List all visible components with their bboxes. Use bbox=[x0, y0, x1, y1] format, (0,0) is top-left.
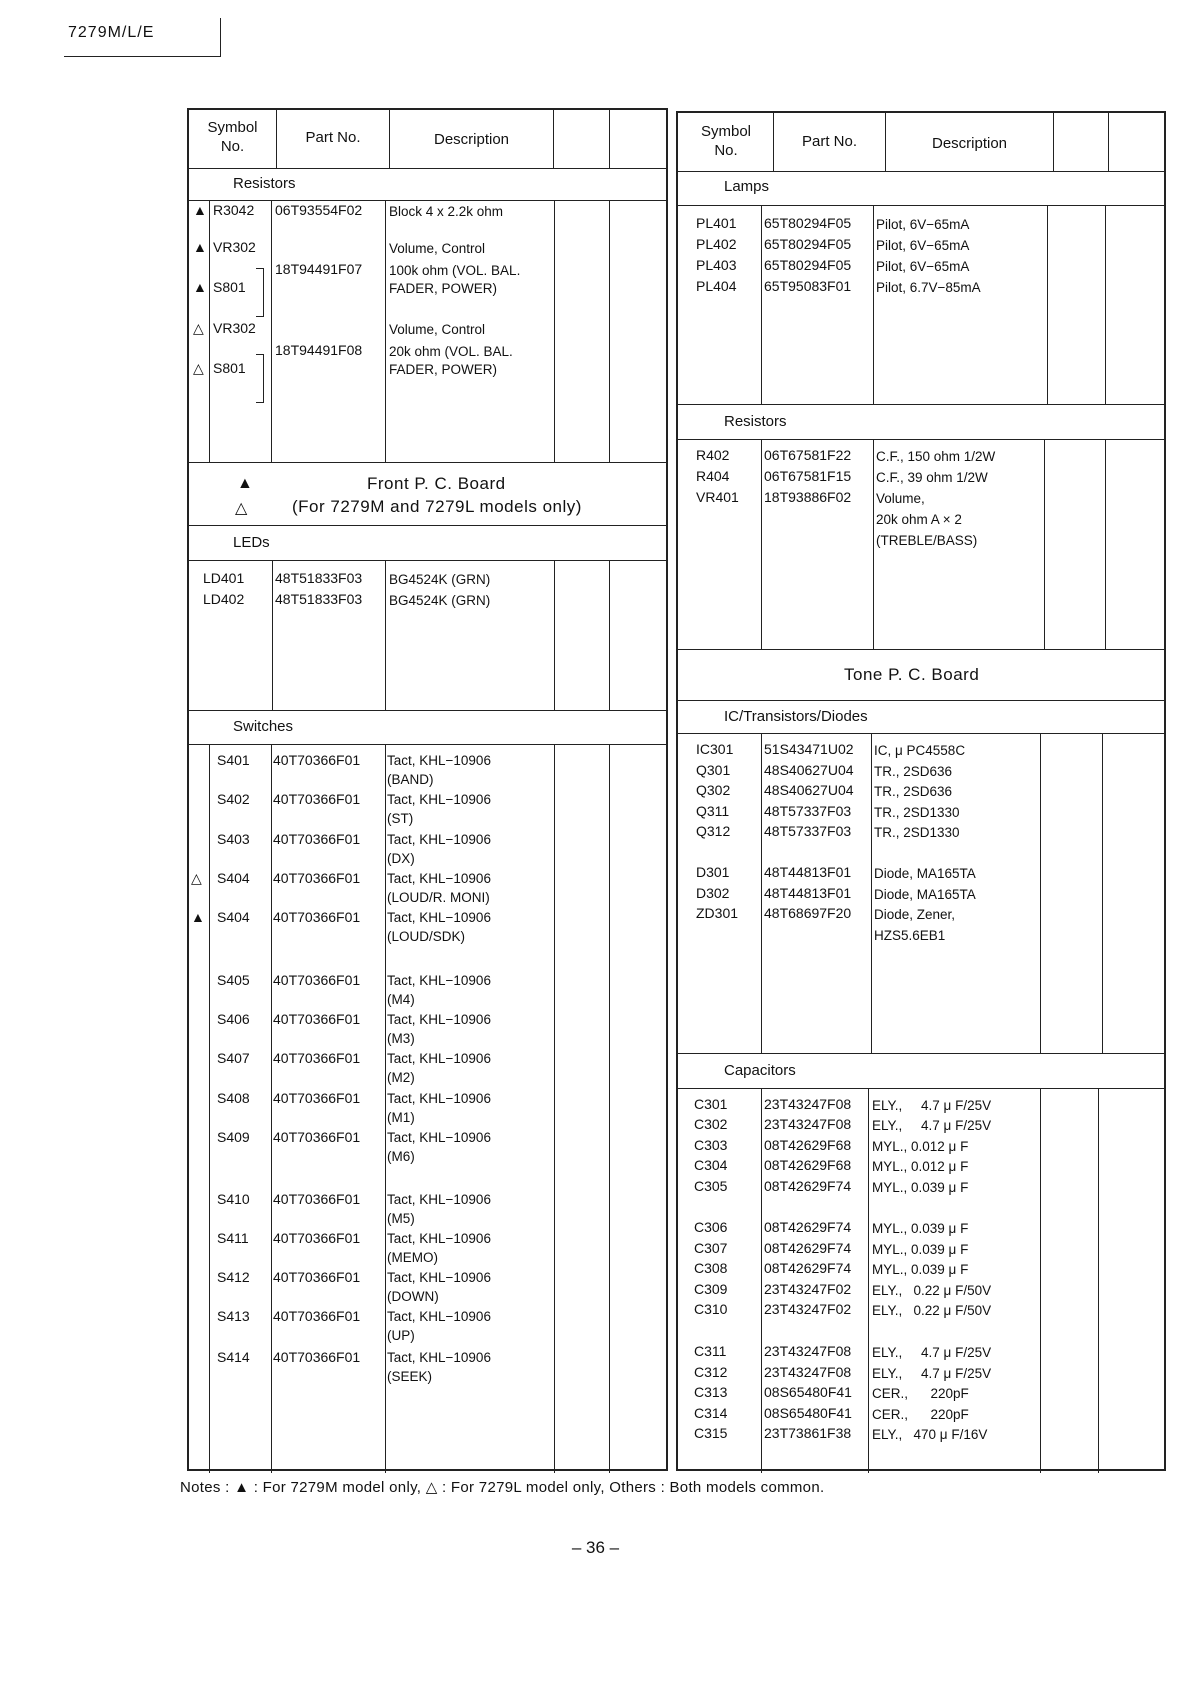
capacitor-symbol: C311 bbox=[694, 1343, 727, 1359]
capacitor-symbol: C314 bbox=[694, 1405, 728, 1421]
part-number: 18T94491F08 bbox=[275, 342, 363, 358]
model-label: 7279M/L/E bbox=[68, 24, 155, 41]
switch-function: (MEMO) bbox=[387, 1250, 438, 1265]
capacitor-description: ELY., 0.22 μ F/50V bbox=[872, 1283, 992, 1298]
switch-function: (ST) bbox=[387, 811, 414, 826]
part-description: FADER, POWER) bbox=[389, 281, 498, 296]
part-symbol: R3042 bbox=[213, 202, 255, 218]
col-part-right: Part No. bbox=[801, 133, 858, 150]
lamp-description: Pilot, 6.7V−85mA bbox=[876, 280, 981, 295]
switch-description: Tact, KHL−10906 bbox=[387, 1051, 491, 1066]
lamp-symbol: PL404 bbox=[696, 278, 737, 294]
switch-description: Tact, KHL−10906 bbox=[387, 1231, 491, 1246]
ic-symbol: ZD301 bbox=[696, 905, 739, 921]
switch-description: Tact, KHL−10906 bbox=[387, 832, 491, 847]
ic-part-number: 48S40627U04 bbox=[764, 782, 854, 798]
resistor-description: Volume, bbox=[876, 491, 925, 506]
capacitor-description: MYL., 0.012 μ F bbox=[872, 1159, 969, 1174]
switch-part-number: 40T70366F01 bbox=[273, 1090, 361, 1106]
lamp-part-number: 65T80294F05 bbox=[764, 215, 852, 231]
capacitor-symbol: C310 bbox=[694, 1301, 728, 1317]
capacitor-description: MYL., 0.039 μ F bbox=[872, 1221, 969, 1236]
part-number: 18T94491F07 bbox=[275, 261, 363, 277]
switch-symbol: S411 bbox=[217, 1230, 249, 1246]
resistor-part-number: 06T67581F15 bbox=[764, 468, 852, 484]
capacitor-part-number: 23T43247F02 bbox=[764, 1281, 852, 1297]
model-mark: ▲ bbox=[191, 909, 205, 925]
section-lamps: Lamps bbox=[724, 178, 770, 195]
capacitor-description: CER., 220pF bbox=[872, 1386, 969, 1401]
switch-description: Tact, KHL−10906 bbox=[387, 753, 491, 768]
resistor-symbol: VR401 bbox=[696, 489, 739, 505]
lamp-part-number: 65T95083F01 bbox=[764, 278, 852, 294]
ic-part-number: 48T44813F01 bbox=[764, 864, 852, 880]
switch-part-number: 40T70366F01 bbox=[273, 1308, 361, 1324]
model-mark: ▲ bbox=[193, 279, 207, 295]
switch-symbol: S414 bbox=[217, 1349, 250, 1365]
ic-description: TR., 2SD636 bbox=[874, 764, 953, 779]
ic-symbol: D301 bbox=[696, 864, 730, 880]
capacitor-symbol: C301 bbox=[694, 1096, 728, 1112]
capacitor-part-number: 08S65480F41 bbox=[764, 1384, 852, 1400]
part-description: 100k ohm (VOL. BAL. bbox=[389, 263, 521, 278]
section-resistors-right: Resistors bbox=[724, 413, 787, 430]
model-mark: ▲ bbox=[193, 239, 207, 255]
ic-description: TR., 2SD1330 bbox=[874, 805, 960, 820]
capacitor-symbol: C306 bbox=[694, 1219, 728, 1235]
led-part-number: 48T51833F03 bbox=[275, 591, 363, 607]
part-symbol: VR302 bbox=[213, 320, 256, 336]
lamp-symbol: PL403 bbox=[696, 257, 737, 273]
switch-description: Tact, KHL−10906 bbox=[387, 910, 491, 925]
resistor-symbol: R404 bbox=[696, 468, 730, 484]
ic-description: IC, μ PC4558C bbox=[874, 743, 966, 758]
ic-symbol: IC301 bbox=[696, 741, 734, 757]
ic-symbol: Q301 bbox=[696, 762, 731, 778]
capacitor-symbol: C309 bbox=[694, 1281, 728, 1297]
page-header bbox=[64, 18, 221, 57]
switch-function: (M1) bbox=[387, 1110, 415, 1125]
ic-symbol: Q311 bbox=[696, 803, 730, 819]
switch-part-number: 40T70366F01 bbox=[273, 791, 361, 807]
switch-function: (LOUD/SDK) bbox=[387, 929, 466, 944]
switch-symbol: S401 bbox=[217, 752, 250, 768]
switch-symbol: S409 bbox=[217, 1129, 250, 1145]
led-symbol: LD401 bbox=[203, 570, 245, 586]
switch-part-number: 40T70366F01 bbox=[273, 909, 361, 925]
switch-description: Tact, KHL−10906 bbox=[387, 1270, 491, 1285]
switch-part-number: 40T70366F01 bbox=[273, 972, 361, 988]
section-capacitors: Capacitors bbox=[724, 1062, 796, 1079]
switch-symbol: S410 bbox=[217, 1191, 250, 1207]
switch-function: (DX) bbox=[387, 851, 415, 866]
capacitor-part-number: 08S65480F41 bbox=[764, 1405, 852, 1421]
ic-description: HZS5.6EB1 bbox=[874, 928, 946, 943]
switch-function: (M6) bbox=[387, 1149, 415, 1164]
switch-function: (M3) bbox=[387, 1031, 415, 1046]
ic-description: Diode, MA165TA bbox=[874, 887, 976, 902]
led-description: BG4524K (GRN) bbox=[389, 572, 491, 587]
capacitor-part-number: 23T43247F08 bbox=[764, 1364, 852, 1380]
lamp-symbol: PL402 bbox=[696, 236, 737, 252]
capacitor-part-number: 23T43247F08 bbox=[764, 1343, 852, 1359]
capacitor-part-number: 08T42629F68 bbox=[764, 1137, 852, 1153]
led-symbol: LD402 bbox=[203, 591, 245, 607]
switch-description: Tact, KHL−10906 bbox=[387, 1012, 491, 1027]
capacitor-description: ELY., 470 μ F/16V bbox=[872, 1427, 988, 1442]
switch-function: (M5) bbox=[387, 1211, 415, 1226]
lamp-description: Pilot, 6V−65mA bbox=[876, 217, 970, 232]
switch-part-number: 40T70366F01 bbox=[273, 1269, 361, 1285]
footnotes: Notes : ▲ : For 7279M model only, △ : For 7279L model only, Others : Both models common. bbox=[180, 1479, 825, 1496]
part-description: FADER, POWER) bbox=[389, 362, 498, 377]
capacitor-description: ELY., 4.7 μ F/25V bbox=[872, 1118, 992, 1133]
col-part: Part No. bbox=[305, 129, 361, 146]
resistor-part-number: 06T67581F22 bbox=[764, 447, 852, 463]
section-ic: IC/Transistors/Diodes bbox=[724, 708, 868, 725]
resistor-part-number: 18T93886F02 bbox=[764, 489, 852, 505]
resistor-description: 20k ohm A × 2 bbox=[876, 512, 962, 527]
resistor-symbol: R402 bbox=[696, 447, 730, 463]
switch-part-number: 40T70366F01 bbox=[273, 1349, 361, 1365]
resistor-description: C.F., 39 ohm 1/2W bbox=[876, 470, 988, 485]
front-board-title: Front P. C. Board bbox=[367, 474, 506, 493]
ic-symbol: D302 bbox=[696, 885, 730, 901]
capacitor-part-number: 23T43247F08 bbox=[764, 1096, 852, 1112]
ic-part-number: 48T44813F01 bbox=[764, 885, 852, 901]
capacitor-part-number: 23T43247F08 bbox=[764, 1116, 852, 1132]
lamp-part-number: 65T80294F05 bbox=[764, 257, 852, 273]
front-board-mark-open: △ bbox=[235, 500, 248, 517]
front-board-note: (For 7279M and 7279L models only) bbox=[292, 497, 582, 516]
lamp-symbol: PL401 bbox=[696, 215, 737, 231]
switch-part-number: 40T70366F01 bbox=[273, 870, 361, 886]
switch-part-number: 40T70366F01 bbox=[273, 831, 361, 847]
capacitor-part-number: 08T42629F74 bbox=[764, 1178, 852, 1194]
ic-part-number: 51S43471U02 bbox=[764, 741, 854, 757]
ic-description: TR., 2SD636 bbox=[874, 784, 953, 799]
ic-part-number: 48T68697F20 bbox=[764, 905, 852, 921]
capacitor-symbol: C303 bbox=[694, 1137, 728, 1153]
switch-function: (BAND) bbox=[387, 772, 434, 787]
left-parts-table bbox=[187, 108, 668, 1471]
part-description: Block 4 x 2.2k ohm bbox=[389, 204, 504, 219]
page-number: – 36 – bbox=[571, 1538, 620, 1557]
switch-description: Tact, KHL−10906 bbox=[387, 792, 491, 807]
capacitor-part-number: 08T42629F74 bbox=[764, 1240, 852, 1256]
capacitor-part-number: 08T42629F74 bbox=[764, 1260, 852, 1276]
model-mark: △ bbox=[193, 320, 204, 336]
section-leds: LEDs bbox=[233, 534, 270, 551]
capacitor-part-number: 08T42629F74 bbox=[764, 1219, 852, 1235]
capacitor-part-number: 23T43247F02 bbox=[764, 1301, 852, 1317]
ic-symbol: Q312 bbox=[696, 823, 731, 839]
capacitor-symbol: C304 bbox=[694, 1157, 728, 1173]
front-board-mark-filled: ▲ bbox=[237, 475, 253, 492]
resistor-description: C.F., 150 ohm 1/2W bbox=[876, 449, 996, 464]
capacitor-symbol: C308 bbox=[694, 1260, 728, 1276]
lamp-part-number: 65T80294F05 bbox=[764, 236, 852, 252]
capacitor-description: MYL., 0.039 μ F bbox=[872, 1242, 969, 1257]
switch-part-number: 40T70366F01 bbox=[273, 1050, 361, 1066]
switch-symbol: S408 bbox=[217, 1090, 250, 1106]
capacitor-description: ELY., 4.7 μ F/25V bbox=[872, 1345, 992, 1360]
switch-function: (UP) bbox=[387, 1328, 415, 1343]
capacitor-description: ELY., 4.7 μ F/25V bbox=[872, 1098, 992, 1113]
resistor-description: (TREBLE/BASS) bbox=[876, 533, 978, 548]
switch-symbol: S404 bbox=[217, 909, 250, 925]
switch-description: Tact, KHL−10906 bbox=[387, 1350, 491, 1365]
part-description: Volume, Control bbox=[389, 322, 486, 337]
capacitor-symbol: C305 bbox=[694, 1178, 728, 1194]
switch-symbol: S413 bbox=[217, 1308, 250, 1324]
switch-function: (SEEK) bbox=[387, 1369, 433, 1384]
ic-part-number: 48T57337F03 bbox=[764, 803, 852, 819]
capacitor-description: MYL., 0.012 μ F bbox=[872, 1139, 969, 1154]
switch-function: (M2) bbox=[387, 1070, 415, 1085]
part-symbol: S801 bbox=[213, 279, 246, 295]
ic-part-number: 48S40627U04 bbox=[764, 762, 854, 778]
col-desc-right: Description bbox=[931, 135, 1008, 152]
model-mark: △ bbox=[193, 360, 204, 376]
col-symbol-right: Symbol No. bbox=[700, 123, 752, 159]
switch-part-number: 40T70366F01 bbox=[273, 1230, 361, 1246]
section-switches: Switches bbox=[233, 718, 294, 735]
switch-function: (DOWN) bbox=[387, 1289, 439, 1304]
switch-symbol: S402 bbox=[217, 791, 250, 807]
capacitor-description: MYL., 0.039 μ F bbox=[872, 1262, 969, 1277]
model-mark: △ bbox=[191, 870, 202, 886]
switch-symbol: S404 bbox=[217, 870, 250, 886]
switch-description: Tact, KHL−10906 bbox=[387, 1192, 491, 1207]
tone-board-title: Tone P. C. Board bbox=[844, 665, 980, 684]
section-resistors: Resistors bbox=[233, 175, 296, 192]
lamp-description: Pilot, 6V−65mA bbox=[876, 238, 970, 253]
capacitor-description: ELY., 4.7 μ F/25V bbox=[872, 1366, 992, 1381]
lamp-description: Pilot, 6V−65mA bbox=[876, 259, 970, 274]
ic-part-number: 48T57337F03 bbox=[764, 823, 852, 839]
switch-part-number: 40T70366F01 bbox=[273, 1191, 361, 1207]
switch-function: (M4) bbox=[387, 992, 415, 1007]
capacitor-description: CER., 220pF bbox=[872, 1407, 969, 1422]
switch-symbol: S405 bbox=[217, 972, 250, 988]
ic-symbol: Q302 bbox=[696, 782, 731, 798]
switch-description: Tact, KHL−10906 bbox=[387, 973, 491, 988]
model-mark: ▲ bbox=[193, 202, 207, 218]
switch-description: Tact, KHL−10906 bbox=[387, 871, 491, 886]
switch-symbol: S403 bbox=[217, 831, 250, 847]
switch-symbol: S412 bbox=[217, 1269, 250, 1285]
col-symbol: Symbol No. bbox=[207, 119, 258, 155]
switch-description: Tact, KHL−10906 bbox=[387, 1130, 491, 1145]
ic-description: TR., 2SD1330 bbox=[874, 825, 960, 840]
capacitor-symbol: C302 bbox=[694, 1116, 728, 1132]
capacitor-part-number: 08T42629F68 bbox=[764, 1157, 852, 1173]
switch-description: Tact, KHL−10906 bbox=[387, 1309, 491, 1324]
part-symbol: VR302 bbox=[213, 239, 256, 255]
capacitor-symbol: C315 bbox=[694, 1425, 728, 1441]
right-parts-table bbox=[676, 111, 1166, 1471]
switch-description: Tact, KHL−10906 bbox=[387, 1091, 491, 1106]
capacitor-symbol: C313 bbox=[694, 1384, 728, 1400]
switch-symbol: S406 bbox=[217, 1011, 250, 1027]
ic-description: Diode, Zener, bbox=[874, 907, 956, 922]
capacitor-part-number: 23T73861F38 bbox=[764, 1425, 852, 1441]
switch-part-number: 40T70366F01 bbox=[273, 1011, 361, 1027]
capacitor-description: ELY., 0.22 μ F/50V bbox=[872, 1303, 992, 1318]
led-description: BG4524K (GRN) bbox=[389, 593, 491, 608]
switch-part-number: 40T70366F01 bbox=[273, 1129, 361, 1145]
part-number: 06T93554F02 bbox=[275, 202, 363, 218]
led-part-number: 48T51833F03 bbox=[275, 570, 363, 586]
capacitor-description: MYL., 0.039 μ F bbox=[872, 1180, 969, 1195]
ic-description: Diode, MA165TA bbox=[874, 866, 976, 881]
col-desc: Description bbox=[433, 131, 510, 148]
switch-function: (LOUD/R. MONI) bbox=[387, 890, 490, 905]
part-symbol: S801 bbox=[213, 360, 246, 376]
part-description: 20k ohm (VOL. BAL. bbox=[389, 344, 513, 359]
capacitor-symbol: C312 bbox=[694, 1364, 728, 1380]
switch-part-number: 40T70366F01 bbox=[273, 752, 361, 768]
switch-symbol: S407 bbox=[217, 1050, 250, 1066]
capacitor-symbol: C307 bbox=[694, 1240, 728, 1256]
part-description: Volume, Control bbox=[389, 241, 486, 256]
